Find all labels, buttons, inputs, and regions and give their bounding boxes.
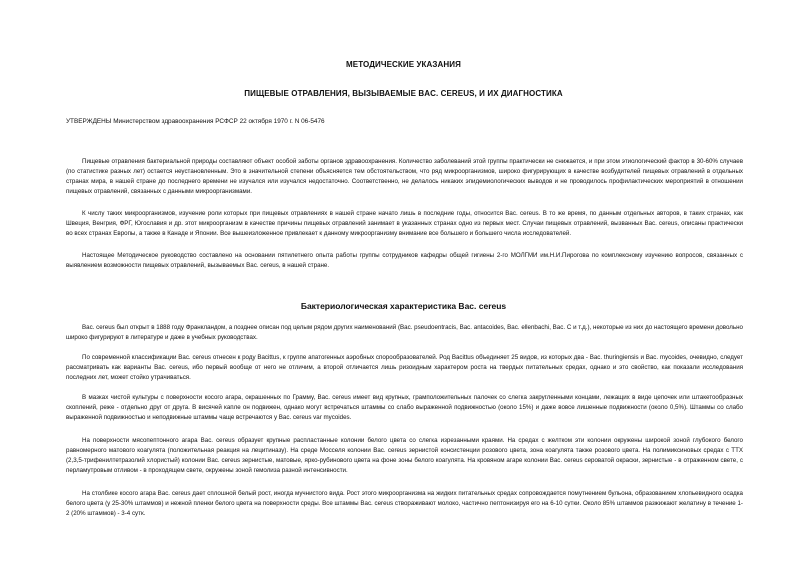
- body-paragraph: Bac. cereus был открыт в 1888 году Франкландом, а позднее описан под целым рядом других наименований (Bac. pseudoentracis, Bac. antacoides, Bac. ellenbachi, Bac. C и т.д.), некоторые из них до настоящего времени довольно широко фигурируют в литературе и даже в учебных руководствах.: [66, 324, 743, 341]
- document-main-title: ПИЩЕВЫЕ ОТРАВЛЕНИЯ, ВЫЗЫВАЕМЫЕ BAC. CEREUS, И ИХ ДИАГНОСТИКА: [244, 89, 563, 98]
- body-paragraph: По современной классификации Bac. cereus отнесен к роду Bacittus, к группе апатогенных аэробных спорообразователей. Род Bacittus объединяет 25 видов, из которых два - Bac. thuringiensis и Bac. mycoides, очевидно, следует рассматривать как варианты Bac. cereus, ибо первый вообще от него не отличим, а второй отличается лишь ризоидным характером роста на твердых питательных средах, однако и это свойство, как показали исследования последних лет, может стойко утрачиваться.: [66, 354, 743, 381]
- intro-paragraph: К числу таких микроорганизмов, изучение роли которых при пищевых отравлениях в нашей стране начато лишь в последние годы, относится Bac. cereus. В то же время, по данным отдельных авторов, в таких странах, как Швеция, Венгрия, ФРГ, Югославия и др. этот микроорганизм в качестве причины пищевых отравлений занимает в указанных странах одно из первых мест. Случаи пищевых отравлений, вызванных Bac. cereus, описаны практически во всех странах Европы, а также в Канаде и Японии. Все вышеизложенное привлекает к данному микроорганизму внимание все большего и большего числа исследователей.: [66, 210, 743, 237]
- body-paragraph: На столбике косого агара Bac. cereus дает сплошной белый рост, иногда мучнистого вида. Рост этого микроорганизма на жидких питательных средах сопровождается помутнением бульона, образованием хлопьевидного осадка белого цвета (у 25-30% штаммов) и нежной пленки белого цвета на поверхности среды. Все штаммы Bac. cereus створаживают молоко, частично пептонизируя его на 6-10 сутки. Около 85% штаммов разжижают желатину в течение 1-2 (20% штаммов) - 3-4 сутк.: [66, 490, 743, 517]
- section-heading: Бактериологическая характеристика Bac. cereus: [300, 301, 507, 311]
- body-paragraph: На поверхности мясопептонного агара Bac. cereus образует крупные распластанные колонии белого цвета со слегка изрезанными краями. На средах с желтком эти колонии окружены широкой зоной глубокого белого равномерного матового коагулята (положительная реакция на лецитиназу). На среде Мосселя колонии Bac. cereus зернистой консистенции розового цвета, зона коагулята также розового цвета. На полимиксиновых средах с ТТХ (2,3,5-трифенилтетразолий хлористый) колонии Bac. cereus зернистые, матовые, ярко-рубинового цвета на фоне зоны белого коагулята. На кровяном агаре колонии Bac. cereus сероватой окраски, зернистые - в отраженном свете, с перламутровым отливом - в проходящем свете, окружены зоной гемолиза разной интенсивности.: [66, 437, 743, 474]
- document-type-title: МЕТОДИЧЕСКИЕ УКАЗАНИЯ: [346, 60, 461, 69]
- body-paragraph: В мазках чистой культуры с поверхности косого агара, окрашенных по Грамму, Bac. cereus имеет вид крупных, грамположительных палочек со слегка закругленными концами, лежащих в виде цепочек или штакетообразных скоплений, реже - отдельно друг от друга. В висячей капле он подвижен, однако могут встречаться штаммы со слабо выраженной подвижностью (около 15%) и даже вовсе лишенные подвижности (около 0,5%). Штаммы со слабо выраженной подвижностью и неподвижные штаммы чаще встречаются у Bac. cereus var mycoides.: [66, 394, 743, 421]
- intro-paragraph: Настоящее Методическое руководство составлено на основании пятилетнего опыта работы группы сотрудников кафедры общей гигиены 2-го МОЛГМИ им.Н.И.Пирогова по комплексному изучению вопросов, связанных с выявлением возможности пищевых отравлений, вызываемых Bac. cereus, в нашей стране.: [66, 252, 743, 269]
- intro-paragraph: Пищевые отравления бактериальной природы составляют объект особой заботы органов здравоохранения. Количество заболеваний этой группы практически не снижается, и при этом этиологический фактор в 30-60% случаев (по статистике разных лет) остается неустановленным. Это в значительной степени объясняется тем обстоятельством, что ряд микроорганизмов, широко фигурирующих в качестве возбудителей пищевых отравлений в отдельных странах мира, в нашей стране до последнего времени не изучался или изучался недостаточно. Соответственно, не делалось никаких эпидемиологических выводов и не проводилось профилактических мероприятий в отношении пищевых отравлений, связанных с данными микроорганизмами.: [66, 158, 743, 195]
- approval-line: УТВЕРЖДЕНЫ Министерством здравоохранения РСФСР 22 октября 1970 г. N 06-5476: [66, 118, 325, 125]
